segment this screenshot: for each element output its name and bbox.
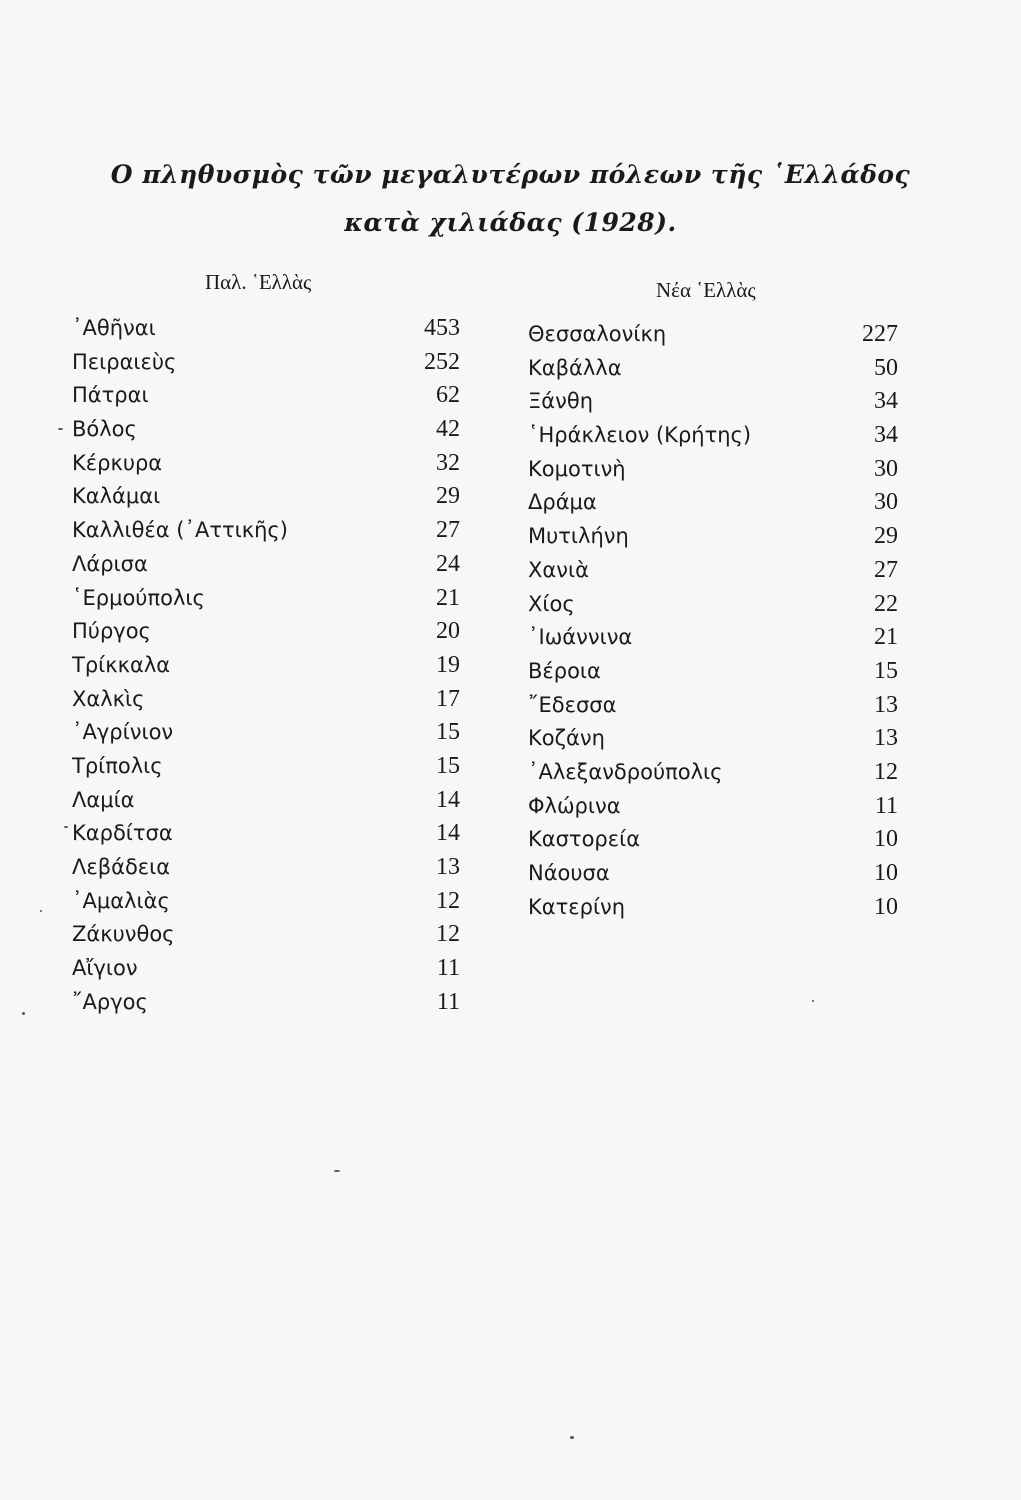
table-row (60, 885, 480, 919)
table-row (520, 621, 910, 655)
table-row (60, 346, 480, 380)
population-value: 227 (862, 321, 898, 347)
population-value: 12 (436, 887, 460, 914)
scan-speck (64, 826, 68, 828)
population-value: 11 (874, 792, 898, 819)
table-row (60, 649, 480, 683)
population-value: 14 (436, 786, 460, 813)
population-value: 10 (874, 893, 898, 920)
scan-speck (22, 1012, 25, 1015)
table-row (520, 486, 910, 520)
city-name: Χαλκὶς (72, 686, 145, 711)
city-name: Τρίκκαλα (72, 652, 171, 677)
population-value: 12 (874, 758, 898, 785)
population-value: 14 (436, 820, 460, 847)
table-row (60, 480, 480, 514)
population-value: 62 (436, 382, 460, 409)
table-row (60, 851, 480, 885)
right-column-header: Νέα ῾Ελλὰς (656, 278, 756, 302)
table-row (520, 823, 910, 857)
table-row (520, 722, 910, 756)
table-row (60, 514, 480, 548)
population-value: 12 (436, 921, 460, 948)
city-name: Βόλος (72, 417, 137, 442)
population-value: 11 (436, 988, 460, 1015)
city-name: Καβάλλα (528, 355, 622, 380)
left-city-list (60, 312, 480, 1019)
table-row (60, 750, 480, 784)
left-column-header: Παλ. ῾Ελλὰς (205, 270, 312, 294)
population-value: 10 (874, 860, 898, 886)
city-name: Καρδίτσα (72, 821, 173, 846)
table-row (60, 784, 480, 818)
table-row (60, 379, 480, 413)
city-name: ῾Ηράκλειον (Κρήτης) (528, 423, 752, 448)
city-name: Κατερίνη (528, 894, 626, 919)
table-row (60, 683, 480, 717)
city-name: ᾿Αμαλιὰς (72, 888, 170, 913)
population-value: 13 (436, 854, 460, 880)
city-name: Καλάμαι (72, 484, 161, 509)
scan-speck (812, 1000, 814, 1002)
city-name: Λάρισα (72, 551, 148, 576)
page-subtitle: κατὰ χιλιάδας (1928). (344, 208, 677, 237)
population-value: 27 (874, 556, 898, 583)
table-row (520, 588, 910, 622)
table-row (520, 891, 910, 925)
population-value: 13 (874, 691, 898, 718)
population-value: 34 (874, 422, 898, 449)
city-name: ῎Εδεσσα (528, 692, 617, 717)
city-name: Πειραιεὺς (72, 349, 177, 374)
population-value: 19 (436, 651, 460, 678)
table-row (520, 554, 910, 588)
scan-speck (570, 1436, 574, 1439)
city-name: ῾Ερμούπολις (72, 585, 205, 610)
city-name: Αἴγιον (72, 956, 138, 981)
population-value: 20 (436, 618, 460, 645)
table-row (60, 548, 480, 582)
city-name: Λεβάδεια (72, 855, 171, 879)
scan-speck (40, 910, 42, 912)
population-value: 11 (436, 955, 460, 982)
population-value: 42 (436, 416, 460, 443)
city-name: Δράμα (528, 490, 597, 515)
population-value: 29 (436, 483, 460, 510)
city-name: Μυτιλήνη (528, 524, 629, 549)
table-row (520, 520, 910, 554)
city-name: Κοζάνη (528, 726, 605, 751)
population-value: 252 (424, 348, 460, 375)
population-value: 30 (874, 455, 898, 482)
city-name: Χανιὰ (528, 557, 589, 582)
population-value: 15 (436, 752, 460, 779)
city-name: ᾿Αθῆναι (72, 316, 156, 340)
population-value: 13 (874, 725, 898, 752)
table-row (520, 419, 910, 453)
table-row (520, 790, 910, 824)
table-row (60, 312, 480, 346)
city-name: ᾿Αλεξανδρούπολις (528, 759, 723, 784)
city-name: Καστορεία (528, 827, 641, 852)
table-row (60, 918, 480, 952)
city-name: ῎Αργος (72, 989, 148, 1014)
population-value: 453 (424, 315, 460, 341)
city-name: Χίος (528, 591, 575, 616)
table-row (520, 453, 910, 487)
table-row (520, 318, 910, 352)
table-row (60, 447, 480, 481)
city-name: Λαμία (72, 787, 135, 812)
table-row (520, 385, 910, 419)
city-name: Καλλιθέα (᾿Αττικῆς) (72, 518, 288, 543)
population-value: 27 (436, 517, 460, 544)
population-value: 34 (874, 388, 898, 415)
population-value: 30 (874, 489, 898, 516)
table-row (60, 952, 480, 986)
table-row (520, 756, 910, 790)
city-name: Τρίπολις (72, 753, 163, 778)
population-value: 21 (436, 584, 460, 611)
right-city-list (520, 318, 910, 924)
table-row (520, 689, 910, 723)
table-row (60, 413, 480, 447)
table-row (520, 352, 910, 386)
city-name: Κομοτινὴ (528, 456, 626, 481)
population-value: 10 (874, 826, 898, 853)
city-name: Νάουσα (528, 861, 610, 885)
table-row (60, 582, 480, 616)
city-name: Πάτραι (72, 383, 149, 408)
table-row (60, 986, 480, 1020)
population-value: 22 (874, 590, 898, 617)
population-value: 50 (874, 354, 898, 381)
table-row (520, 857, 910, 891)
city-name: Φλώρινα (528, 793, 621, 818)
city-name: Πύργος (72, 619, 151, 644)
population-value: 15 (436, 719, 460, 746)
city-name: Ζάκυνθος (72, 922, 175, 947)
table-row (60, 615, 480, 649)
scan-speck (58, 428, 63, 430)
city-name: ᾿Αγρίνιον (72, 720, 174, 745)
population-value: 24 (436, 550, 460, 577)
city-name: ᾿Ιωάννινα (528, 625, 633, 650)
population-value: 21 (874, 624, 898, 651)
population-value: 32 (436, 449, 460, 476)
scan-speck (334, 1170, 340, 1172)
city-name: Θεσσαλονίκη (528, 322, 667, 346)
table-row (60, 817, 480, 851)
city-name: Βέροια (528, 658, 601, 683)
city-name: Κέρκυρα (72, 450, 163, 475)
table-row (60, 716, 480, 750)
population-value: 29 (874, 523, 898, 550)
page-title: Ο πληθυσμὸς τῶν μεγαλυτέρων πόλεων τῆς ῾Ελλάδος (110, 160, 911, 189)
population-value: 17 (436, 685, 460, 712)
city-name: Ξάνθη (528, 389, 593, 414)
population-value: 15 (874, 657, 898, 684)
table-row (520, 655, 910, 689)
